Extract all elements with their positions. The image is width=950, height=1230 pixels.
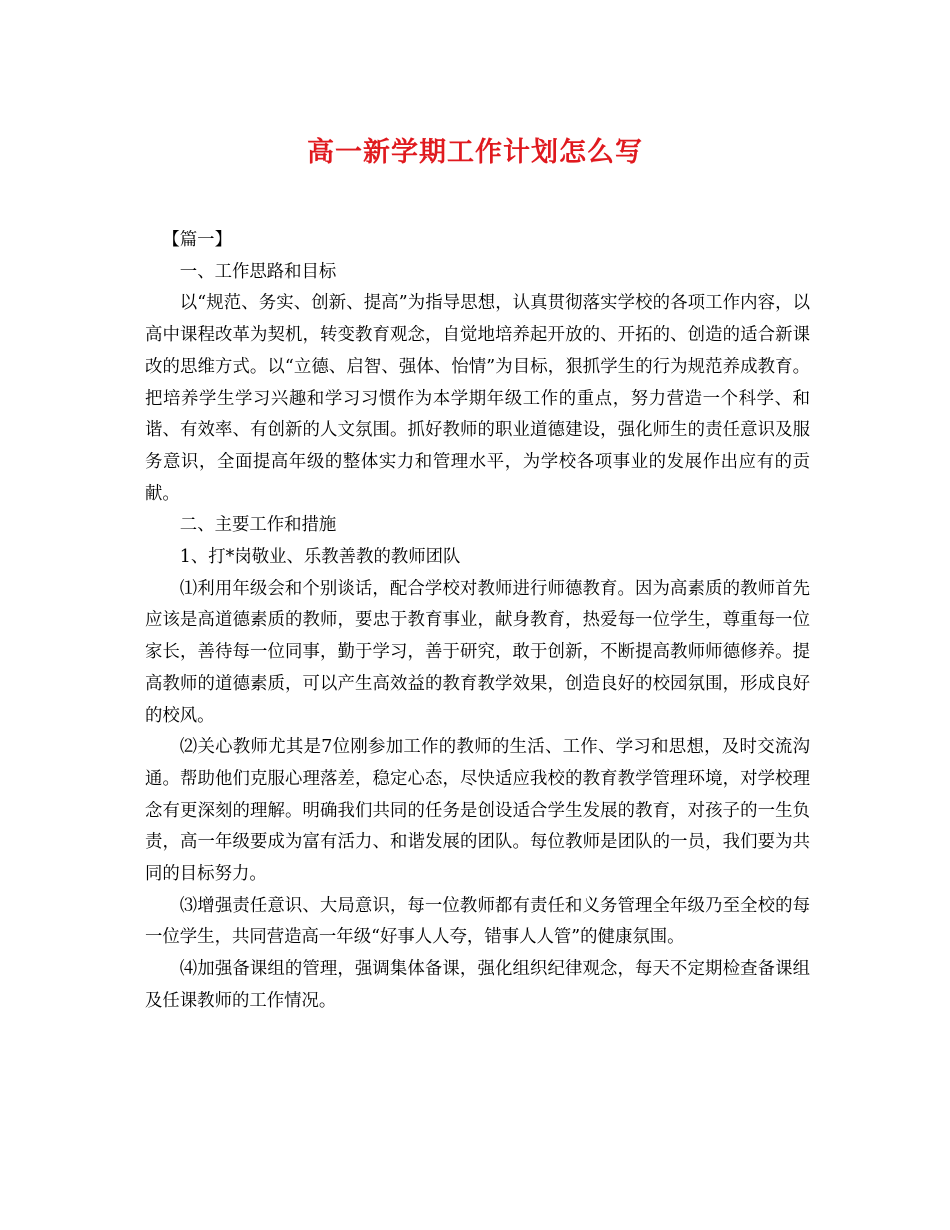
document-title: 高一新学期工作计划怎么写 [307,137,643,168]
paragraph-item-4: ⑷加强备课组的管理，强调集体备课，强化组织纪律观念，每天不定期检查备课组及任课教师的工作情况。 [145,959,810,1011]
paragraph-item-1: ⑴利用年级会和个别谈话，配合学校对教师进行师德教育。因为高素质的教师首先应该是高道德素质的教师，要忠于教育事业，献身教育，热爱每一位学生，尊重每一位家长，善待每一位同事，勤于学习，善于研究，敢于创新，不断提高教师师德修养。提高教师的道德素质，可以产生高效益的教育教学效果，创造良好的校园氛围，形成良好的校风。 [145,578,810,726]
heading-main-measures: 二、主要工作和措施 [179,515,337,536]
subheading-teacher-team: 1、打*岗敬业、乐教善教的教师团队 [179,547,461,568]
paragraph-item-2: ⑵关心教师尤其是7位刚参加工作的教师的生活、工作、学习和思想，及时交流沟通。帮助他们克服心理落差，稳定心态，尽快适应我校的教育教学管理环境，对学校理念有更深刻的理解。明确我们共同的任务是创设适合学生发展的教育，对孩子的一生负责，高一年级要成为富有活力、和谐发展的团队。每位教师是团队的一员，我们要为共同的目标努力。 [145,737,810,885]
heading-work-goals: 一、工作思路和目标 [179,261,337,282]
document-body [145,225,810,1018]
paragraph-item-3: ⑶增强责任意识、大局意识，每一位教师都有责任和义务管理全年级乃至全校的每一位学生，共同营造高一年级“好事人人夸，错事人人管”的健康氛围。 [145,895,810,948]
section-tag: 【篇一】 [162,230,232,250]
paragraph-guiding-thought: 以“规范、务实、创新、提高”为指导思想，认真贯彻落实学校的各项工作内容，以高中课程改革为契机，转变教育观念，自觉地培养起开放的、开拓的、创造的适合新课改的思维方式。以“立德、启智、强体、怡情”为目标，狠抓学生的行为规范养成教育。把培养学生学习兴趣和学习习惯作为本学期年级工作的重点，努力营造一个科学、和谐、有效率、有创新的人文氛围。抓好教师的职业道德建设，强化师生的责任意识及服务意识，全面提高年级的整体实力和管理水平，为学校各项事业的发展作出应有的贡献。 [145,293,810,504]
